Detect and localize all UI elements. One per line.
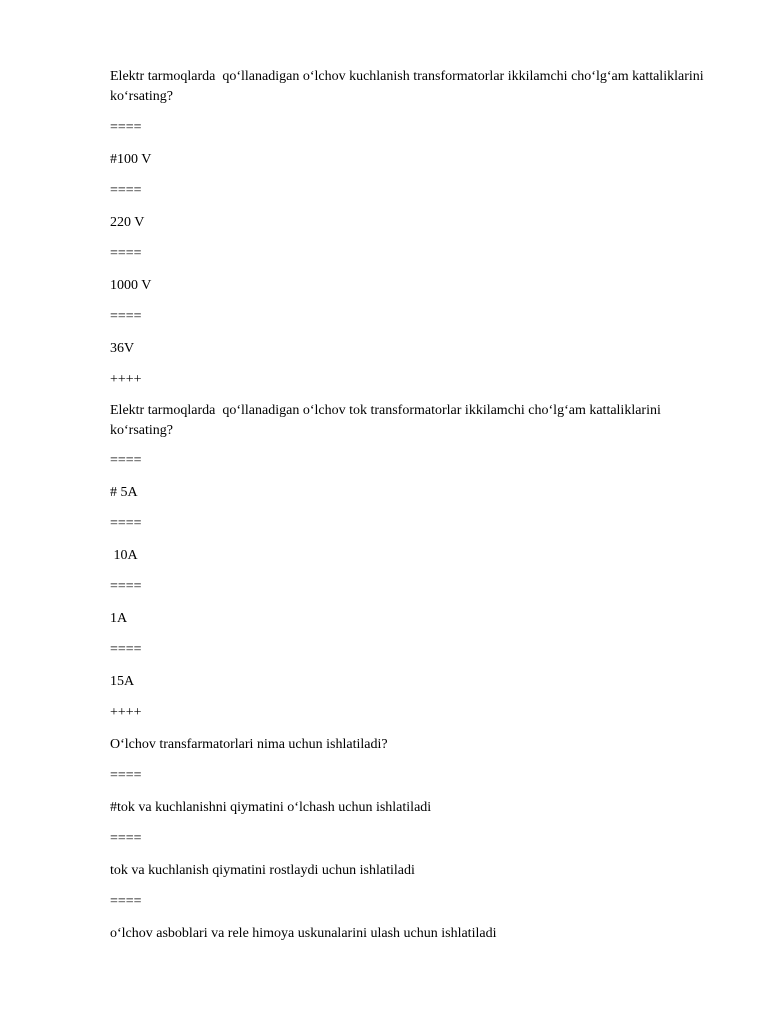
question-2-option-1: # 5A: [110, 485, 138, 500]
question-3-option-3: o‘lchov asboblari va rele himoya uskunalarini ulash uchun ishlatiladi: [110, 926, 497, 941]
separator: ====: [110, 642, 142, 657]
question-1-text: Elektr tarmoqlarda qo‘llanadigan o‘lchov kuchlanish transformatorlar ikkilamchi cho‘lg‘am kattaliklarini ko‘rsating?: [110, 69, 708, 104]
separator: ====: [110, 768, 142, 783]
end-marker: ++++: [110, 372, 142, 387]
separator: ====: [110, 894, 142, 909]
separator: ====: [110, 246, 142, 261]
question-3-option-1: #tok va kuchlanishni qiymatini o‘lchash uchun ishlatiladi: [110, 800, 432, 815]
question-2-option-4: 15A: [110, 674, 135, 689]
separator: ====: [110, 309, 142, 324]
question-3-option-2: tok va kuchlanish qiymatini rostlaydi uchun ishlatiladi: [110, 863, 415, 878]
question-1-option-4: 36V: [110, 341, 135, 356]
question-1-option-1: #100 V: [110, 152, 152, 167]
question-1-option-2: 220 V: [110, 215, 145, 230]
question-2-option-3: 1A: [110, 611, 128, 626]
separator: ====: [110, 183, 142, 198]
end-marker: ++++: [110, 705, 142, 720]
question-2-option-2: 10A: [110, 548, 138, 563]
separator: ====: [110, 516, 142, 531]
question-3-text: O‘lchov transfarmatorlari nima uchun ishlatiladi?: [110, 737, 388, 752]
separator: ====: [110, 453, 142, 468]
separator: ====: [110, 120, 142, 135]
question-1-option-3: 1000 V: [110, 278, 152, 293]
question-2-text: Elektr tarmoqlarda qo‘llanadigan o‘lchov tok transformatorlar ikkilamchi cho‘lg‘am kattaliklarini ko‘rsating?: [110, 403, 665, 438]
separator: ====: [110, 579, 142, 594]
separator: ====: [110, 831, 142, 846]
